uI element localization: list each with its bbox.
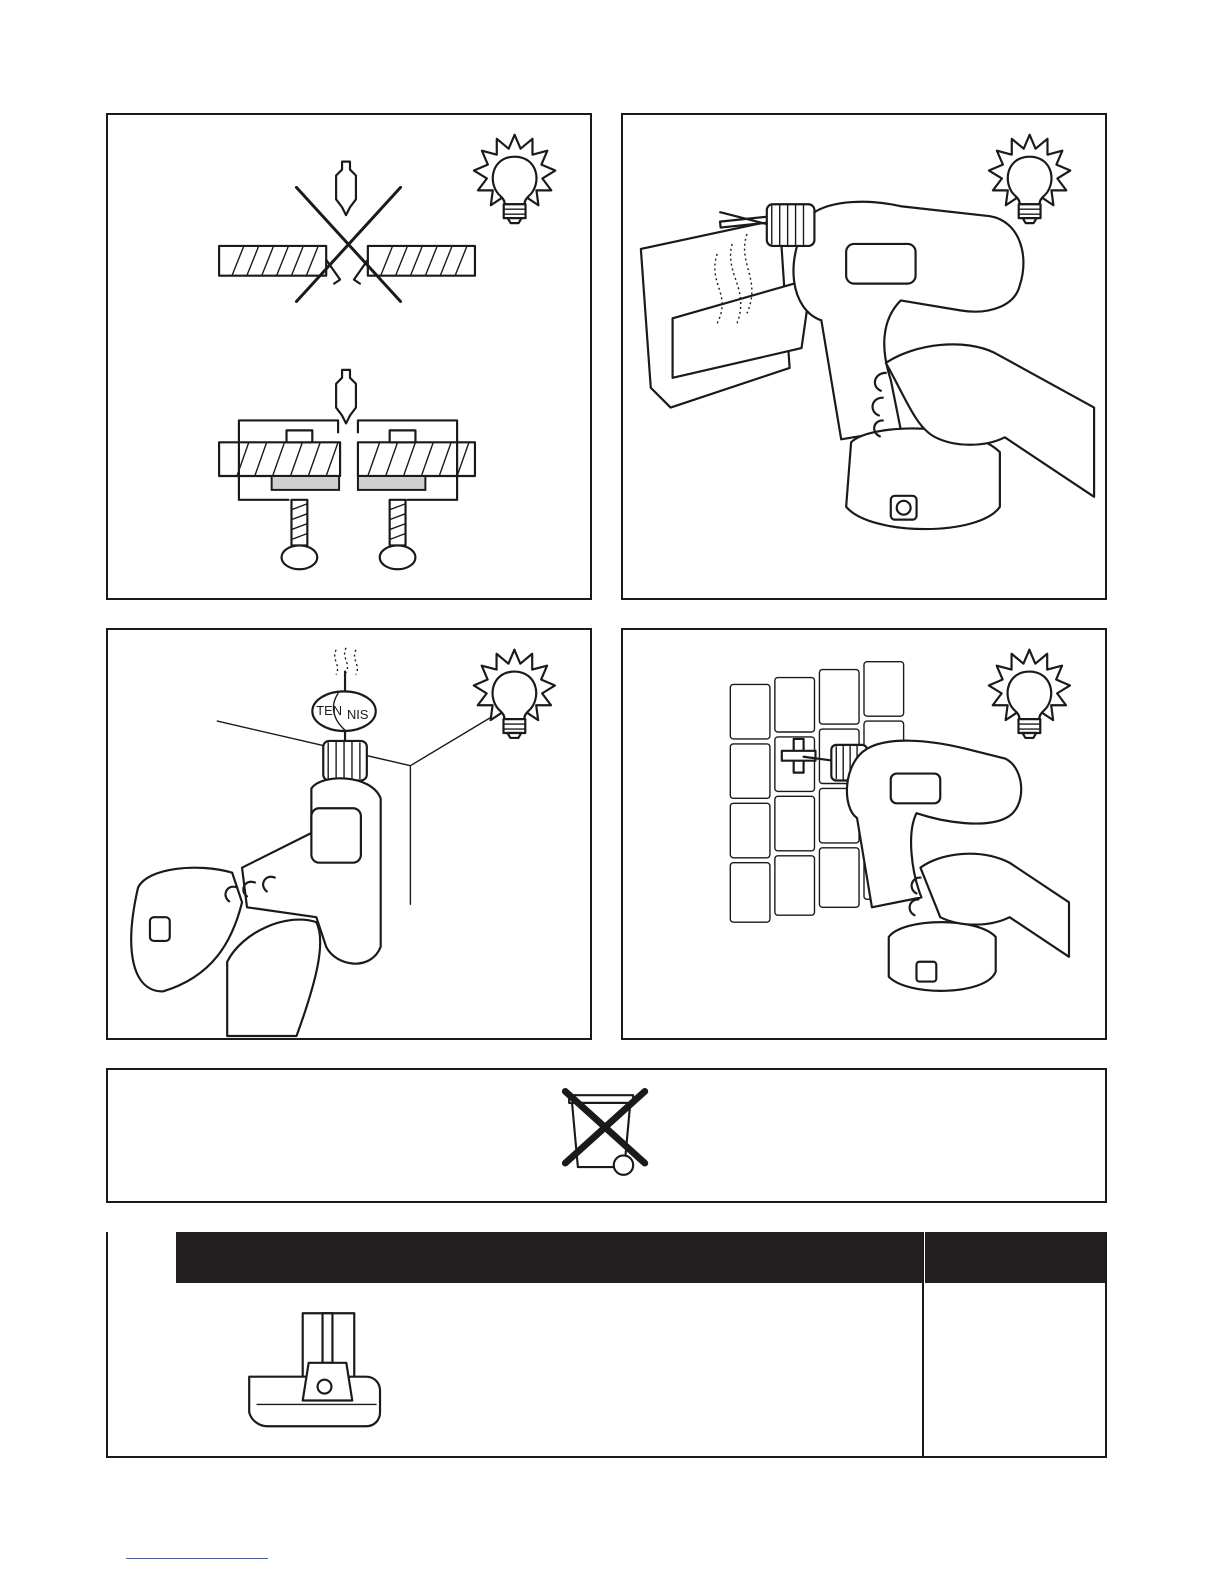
drill-dust-catcher-illustration — [623, 115, 1105, 598]
tennis-ball — [312, 691, 375, 731]
disposal-notice — [106, 1068, 1107, 1203]
parts-table — [106, 1232, 1107, 1458]
parts-table-header-side — [925, 1232, 1107, 1283]
clamp-workpiece-illustration — [108, 115, 590, 598]
panel-clamp-workpiece — [106, 113, 592, 600]
correct-method-illustration — [219, 370, 475, 569]
wrong-method-illustration — [219, 162, 475, 302]
drill-tiles-illustration — [623, 630, 1105, 1038]
tennis-ball-label-right: NIS — [347, 707, 369, 723]
lightbulb-icon — [474, 650, 555, 738]
panel-drill-dust-catcher — [621, 113, 1107, 600]
lightbulb-icon — [989, 650, 1070, 738]
tape-cross — [782, 739, 816, 773]
panel-drill-tiles — [621, 628, 1107, 1040]
panel-drill-overhead — [106, 628, 592, 1040]
lightbulb-icon — [989, 135, 1070, 223]
tennis-ball-label-left: TEN — [316, 703, 343, 719]
parts-table-divider — [922, 1232, 924, 1458]
footer-link-underline[interactable] — [126, 1558, 268, 1559]
drill-overhead-illustration — [108, 630, 590, 1038]
crossed-out-wheelie-bin-icon — [108, 1070, 1105, 1201]
lightbulb-icon — [474, 135, 555, 223]
parts-table-header-main — [176, 1232, 922, 1283]
